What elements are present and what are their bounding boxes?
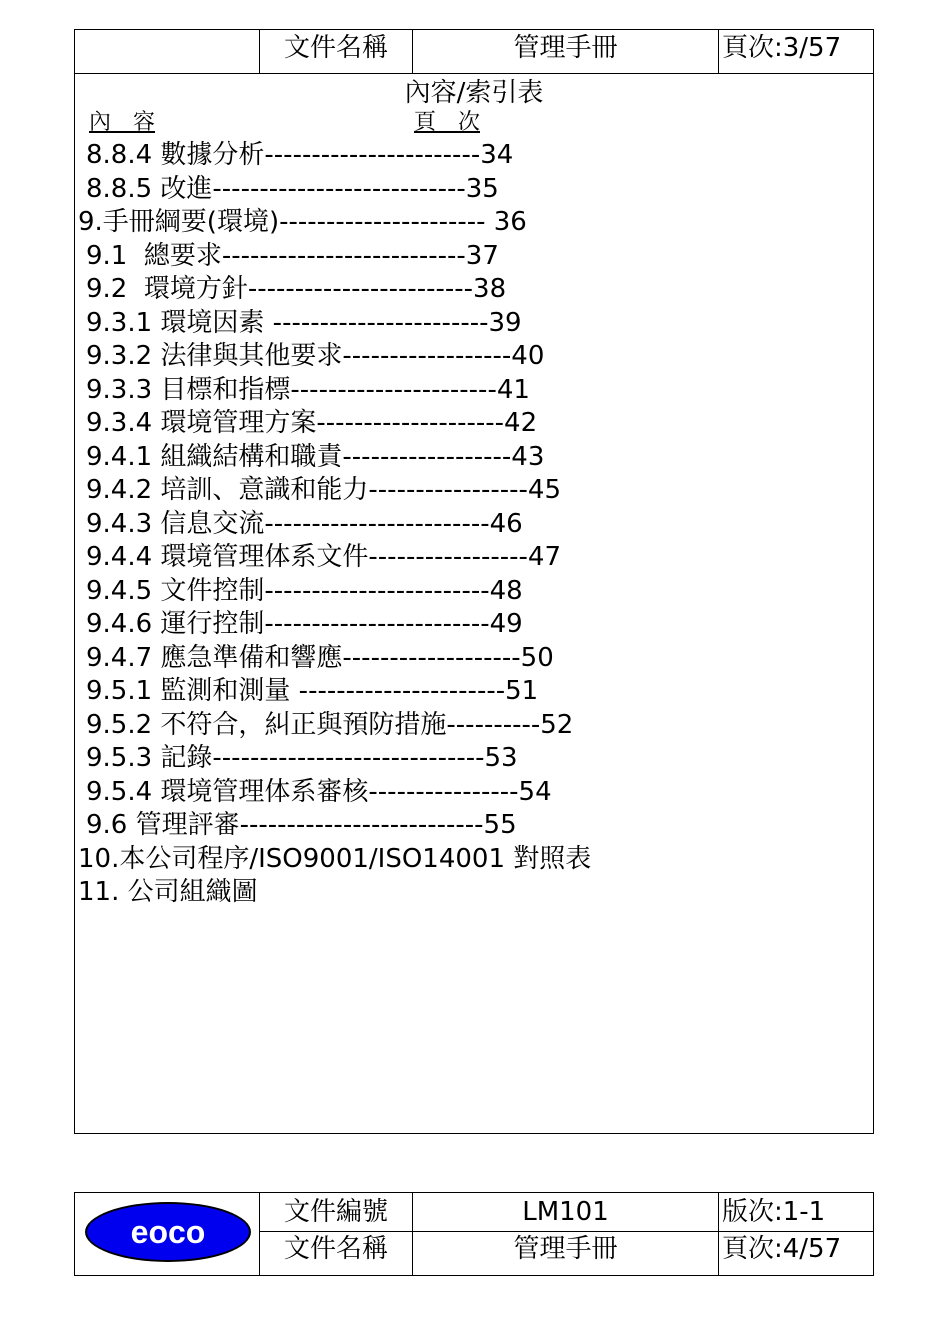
toc-entry: 9.5.3 記錄-----------------------------53	[86, 743, 518, 773]
page-number: 頁次:3/57	[722, 33, 842, 63]
toc-entry: 9.4.6 運行控制------------------------49	[86, 609, 523, 639]
toc-entry: 9.4.1 組織結構和職責------------------43	[86, 441, 545, 472]
doc-name-value: 管理手冊	[513, 33, 618, 63]
doc-name-label: 文件名稱	[283, 1234, 388, 1264]
index-box	[74, 73, 874, 1134]
column-header-content: 內 容	[89, 110, 156, 135]
toc-entry: 11. 公司組織圖	[78, 877, 258, 907]
toc-entry: 9.3.2 法律與其他要求------------------40	[86, 341, 545, 371]
footer-divider	[718, 1193, 719, 1275]
toc-entry: 9.4.2 培訓、意識和能力-----------------45	[86, 475, 561, 505]
toc-entry: 9.3.4 環境管理方案--------------------42	[86, 408, 538, 438]
toc-entry: 8.8.5 改進---------------------------35	[86, 173, 499, 204]
toc-entry: 9.4.4 環境管理体系文件-----------------47	[86, 542, 561, 572]
footer-table	[74, 1192, 874, 1276]
toc-entry: 9.4.5 文件控制------------------------48	[86, 575, 523, 606]
toc-list	[75, 139, 873, 910]
toc-entry: 9.4.7 應急準備和響應-------------------50	[86, 642, 554, 673]
company-logo: eoco	[85, 1202, 251, 1262]
toc-entry: 9.6 管理評審--------------------------55	[86, 810, 517, 840]
toc-entry: 8.8.4 數據分析-----------------------34	[86, 140, 514, 170]
doc-number-label: 文件編號	[283, 1197, 388, 1227]
doc-name-value: 管理手冊	[513, 1234, 618, 1264]
index-title: 內容/索引表	[404, 78, 544, 108]
doc-name-label: 文件名稱	[283, 33, 388, 63]
doc-number-value: LM101	[522, 1197, 609, 1227]
version-label: 版次:1-1	[722, 1197, 826, 1227]
toc-entry: 9.手冊綱要(環境)---------------------- 36	[78, 207, 527, 237]
toc-entry: 9.3.1 環境因素 -----------------------39	[86, 307, 522, 338]
header-table	[74, 29, 874, 74]
toc-entry: 9.1 總要求--------------------------37	[86, 240, 499, 271]
toc-entry: 9.2 環境方針------------------------38	[86, 274, 507, 304]
header-divider	[718, 30, 719, 73]
toc-entry: 10.本公司程序/ISO9001/ISO14001 對照表	[78, 843, 592, 874]
page-number: 頁次:4/57	[722, 1234, 842, 1264]
toc-entry: 9.4.3 信息交流------------------------46	[86, 508, 523, 539]
toc-entry: 9.5.4 環境管理体系審核----------------54	[86, 776, 552, 807]
column-header-page: 頁 次	[414, 110, 481, 135]
toc-entry: 9.3.3 目標和指標----------------------41	[86, 374, 530, 405]
toc-entry: 9.5.2 不符合，糾正與預防措施----------52	[86, 709, 574, 740]
toc-entry: 9.5.1 監測和測量 ----------------------51	[86, 676, 539, 706]
